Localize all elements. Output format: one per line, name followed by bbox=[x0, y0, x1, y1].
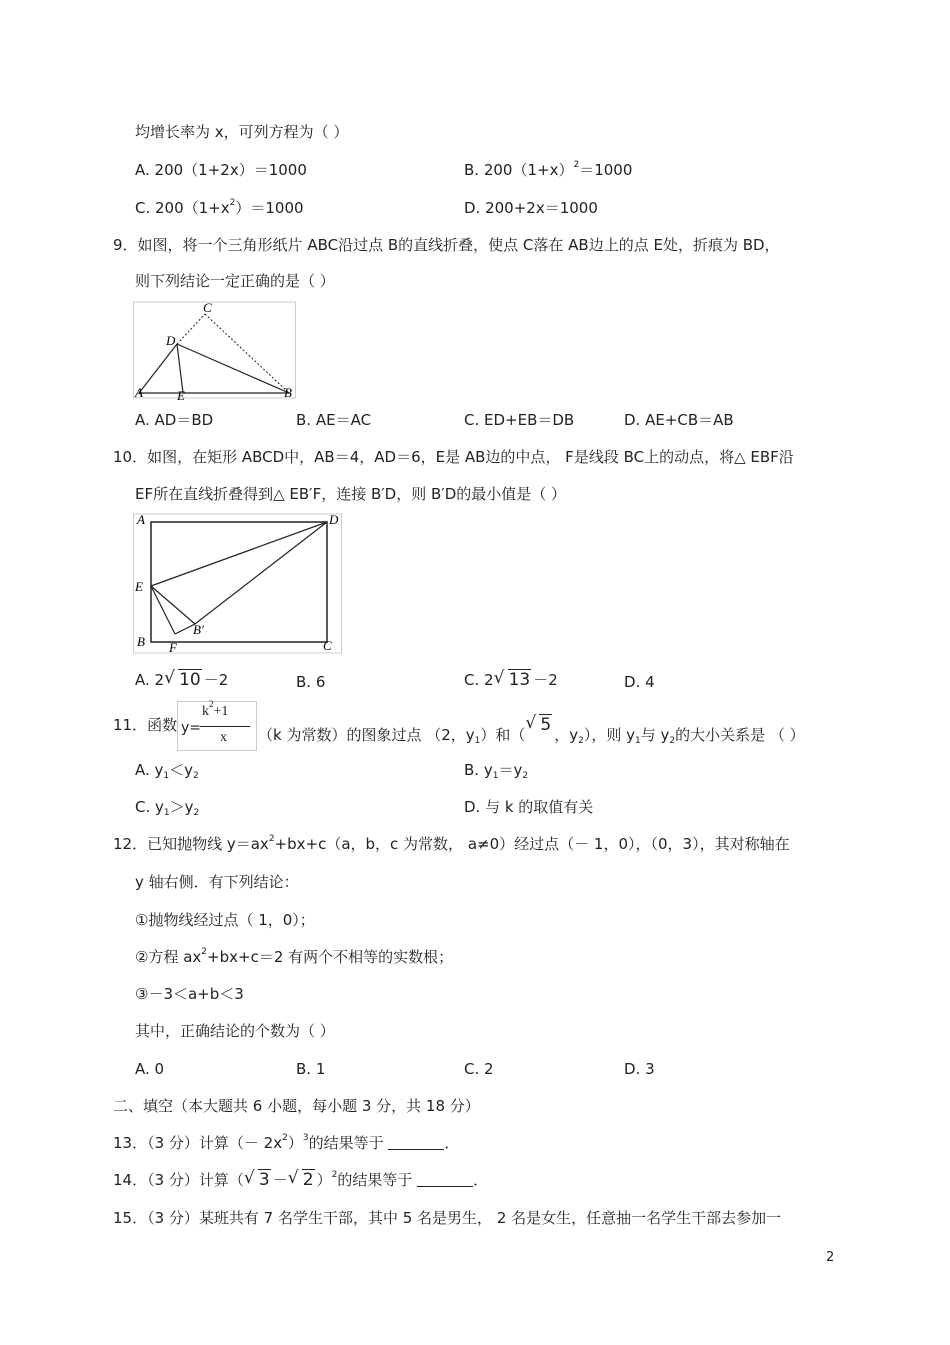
q10-option-b: B. 6 bbox=[296, 673, 326, 691]
q12-option-b: B. 1 bbox=[296, 1060, 326, 1078]
q8-continuation: 均增长率为 x，可列方程为（ ） bbox=[135, 123, 349, 141]
q11-option-b: B. $y_1=y_2$ bbox=[464, 761, 529, 781]
q11-number: 11．函数 bbox=[113, 716, 178, 734]
q13-answer-blank[interactable] bbox=[388, 1135, 444, 1150]
q9-stem-line2: 则下列结论一定正确的是（ ） bbox=[135, 272, 335, 290]
q11-option-a: A. $y_1<y_2$ bbox=[135, 761, 199, 781]
q12-option-c: C. 2 bbox=[464, 1060, 494, 1078]
q10-option-d: D. 4 bbox=[624, 673, 655, 691]
q10-label-d: D bbox=[329, 512, 339, 527]
q9-option-d: D. AE+CB＝AB bbox=[624, 411, 734, 429]
q10-label-a: A bbox=[137, 512, 145, 527]
q9-option-c: C. ED+EB＝DB bbox=[464, 411, 575, 429]
q12-item-3: ③－3＜a+b＜3 bbox=[135, 985, 244, 1003]
q9-label-a: A bbox=[135, 385, 143, 400]
q12-option-d: D. 3 bbox=[624, 1060, 655, 1078]
q8-option-a: A. 200（1+2x）＝1000 bbox=[135, 161, 307, 179]
q10-stem-line2: EF所在直线折叠得到△ EB′F，连接 B′D，则 B′D的最小值是（ ） bbox=[135, 485, 567, 503]
q10-rectangle-figure bbox=[133, 512, 343, 655]
q11-stem: （k 为常数）的图象过点 （2，$y_1$）和（√ 5 ，$y_2$），则 $y_1$与 $y_2$的大小关系是 （ ） bbox=[258, 715, 805, 745]
q9-label-c: C bbox=[203, 300, 212, 315]
q9-option-a: A. AD＝BD bbox=[135, 411, 214, 429]
q9-option-b: B. AE＝AC bbox=[296, 411, 372, 429]
q10-label-f: F bbox=[169, 640, 177, 655]
q10-option-a: A. 2√ 10 －2 bbox=[135, 670, 228, 690]
q9-label-d: D bbox=[166, 333, 176, 348]
q12-option-a: A. 0 bbox=[135, 1060, 165, 1078]
q10-label-b-prime: B′ bbox=[193, 622, 204, 637]
q11-option-c: C. $y_1>y_2$ bbox=[135, 798, 200, 818]
q14-stem: 14．（3 分）计算（√ 3 －√ 2 ）$^2$的结果等于 ． bbox=[113, 1170, 488, 1190]
q10-label-c: C bbox=[323, 638, 332, 653]
q15-stem-line1: 15．（3 分）某班共有 7 名学生干部，其中 5 名是男生， 2 名是女生，任意抽一名学生干部去参加一 bbox=[113, 1209, 782, 1227]
q10-label-b: B bbox=[137, 634, 145, 649]
q12-ask: 其中，正确结论的个数为（ ） bbox=[135, 1022, 335, 1040]
q11-function-fraction: y= $k^2+1$ x bbox=[177, 701, 257, 751]
q12-item-1: ①抛物线经过点（ 1，0）； bbox=[135, 911, 315, 929]
q8-option-b: B. $200(1+x)^2=1000$ bbox=[464, 160, 633, 179]
q13-stem: 13．（3 分）计算（－ $2x^2)^3$的结果等于 ． bbox=[113, 1133, 460, 1152]
q9-label-e: E bbox=[177, 388, 185, 400]
q9-label-b: B bbox=[284, 385, 292, 400]
q11-option-d: D. 与 k 的取值有关 bbox=[464, 798, 594, 816]
q14-answer-blank[interactable] bbox=[417, 1172, 473, 1187]
q10-option-c: C. 2√ 13 －2 bbox=[464, 670, 558, 690]
q9-triangle-figure bbox=[133, 300, 298, 400]
q8-option-d: D. 200+2x＝1000 bbox=[464, 199, 598, 217]
q10-label-e: E bbox=[135, 579, 143, 594]
section-2-heading: 二、填空（本大题共 6 小题，每小题 3 分，共 18 分） bbox=[113, 1097, 480, 1115]
q9-stem-line1: 9．如图，将一个三角形纸片 ABC沿过点 B的直线折叠，使点 C落在 AB边上的点 E处，折痕为 BD， bbox=[113, 236, 780, 254]
q10-stem-line1: 10．如图，在矩形 ABCD中，AB＝4，AD＝6，E是 AB边的中点， F是线段 BC上的动点，将△ EBF沿 bbox=[113, 448, 794, 466]
q12-stem-line1: 12．已知抛物线 $y=ax^2+bx+c(a$，b，c 为常数， a≠0）经过点（－ 1，0），（0，3），其对称轴在 bbox=[113, 834, 790, 853]
q12-item-2: ②方程 $ax^2+bx+c=2$ 有两个不相等的实数根； bbox=[135, 947, 454, 966]
q12-stem-line2: y 轴右侧．有下列结论： bbox=[135, 873, 299, 891]
page-number: 2 bbox=[826, 1250, 835, 1265]
q8-option-c: C. $200(1+x^2)=1000$ bbox=[135, 198, 304, 217]
